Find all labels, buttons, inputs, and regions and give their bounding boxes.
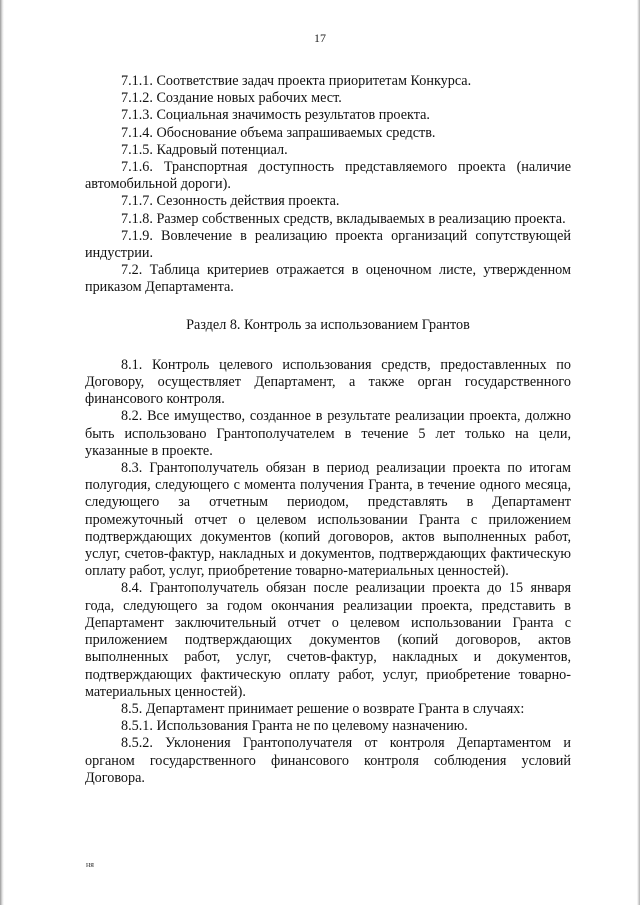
- paragraph-8-4: 8.4. Грантополучатель обязан после реализации проекта до 15 января года, следующего за годом окончания реализации проекта, представить в Департамент заключительный отчет о целевом использовании Гранта с приложением подтверждающих документов (копий договоров, актов выполненных работ, услуг, счетов-фактур, накладных и документов, подтверждающих фактическую оплату работ, услуг, приобретение товарно-материальных ценностей).: [85, 580, 571, 700]
- paragraph-7-1-1: 7.1.1. Соответствие задач проекта приоритетам Конкурса.: [121, 73, 472, 89]
- scan-edge-left: [0, 0, 4, 905]
- paragraph-8-3: 8.3. Грантополучатель обязан в период реализации проекта по итогам полугодия, следующего с момента получения Гранта, в течение одного месяца, следующего за отчетным периодом, представлять в Департамент промежуточный отчет о целевом использовании Гранта с приложением подтверждающих документов (копий договоров, актов выполненных работ, услуг, счетов-фактур, накладных и документов, подтверждающих фактическую оплату работ, услуг, приобретение товарно-материальных ценностей).: [85, 460, 571, 580]
- paragraph-7-1-7: 7.1.7. Сезонность действия проекта.: [121, 193, 340, 210]
- paragraph-7-1-9: 7.1.9. Вовлечение в реализацию проекта организаций сопутствующей индустрии.: [85, 227, 571, 262]
- paragraph-8-5-2: 8.5.2. Уклонения Грантополучателя от контроля Департаментом и органом государственного финансового контроля соблюдения условий Договора.: [85, 735, 571, 786]
- paragraph-7-2: 7.2. Таблица критериев отражается в оценочном листе, утвержденном приказом Департамента.: [85, 262, 571, 296]
- paragraph-7-1-3: 7.1.3. Социальная значимость результатов проекта.: [121, 107, 430, 124]
- paragraph-7-1-4: 7.1.4. Обоснование объема запрашиваемых средств.: [121, 124, 436, 141]
- paragraph-8-1: 8.1. Контроль целевого использования средств, предоставленных по Договору, осуществляет Департамент, а также орган государственного финансового контроля.: [85, 356, 571, 408]
- paragraph-8-5: 8.5. Департамент принимает решение о возврате Гранта в случаях:: [121, 700, 525, 717]
- document-body: [85, 73, 571, 787]
- footer-mark: ня: [86, 860, 94, 869]
- section-heading: Раздел 8. Контроль за использованием Грантов: [186, 316, 470, 333]
- paragraph-7-1-5: 7.1.5. Кадровый потенциал.: [121, 141, 288, 158]
- paragraph-8-5-1: 8.5.1. Использования Гранта не по целевому назначению.: [121, 718, 468, 735]
- page-number: 17: [314, 31, 326, 45]
- paragraph-8-2: 8.2. Все имущество, созданное в результате реализации проекта, должно быть использовано Грантополучателем в течение 5 лет только на цели, указанные в проекте.: [85, 408, 571, 459]
- paragraph-7-1-2: 7.1.2. Создание новых рабочих мест.: [121, 90, 342, 107]
- paragraph-7-1-6: 7.1.6. Транспортная доступность представляемого проекта (наличие автомобильной дороги).: [85, 159, 571, 193]
- paragraph-7-1-8: 7.1.8. Размер собственных средств, вкладываемых в реализацию проекта.: [121, 210, 566, 227]
